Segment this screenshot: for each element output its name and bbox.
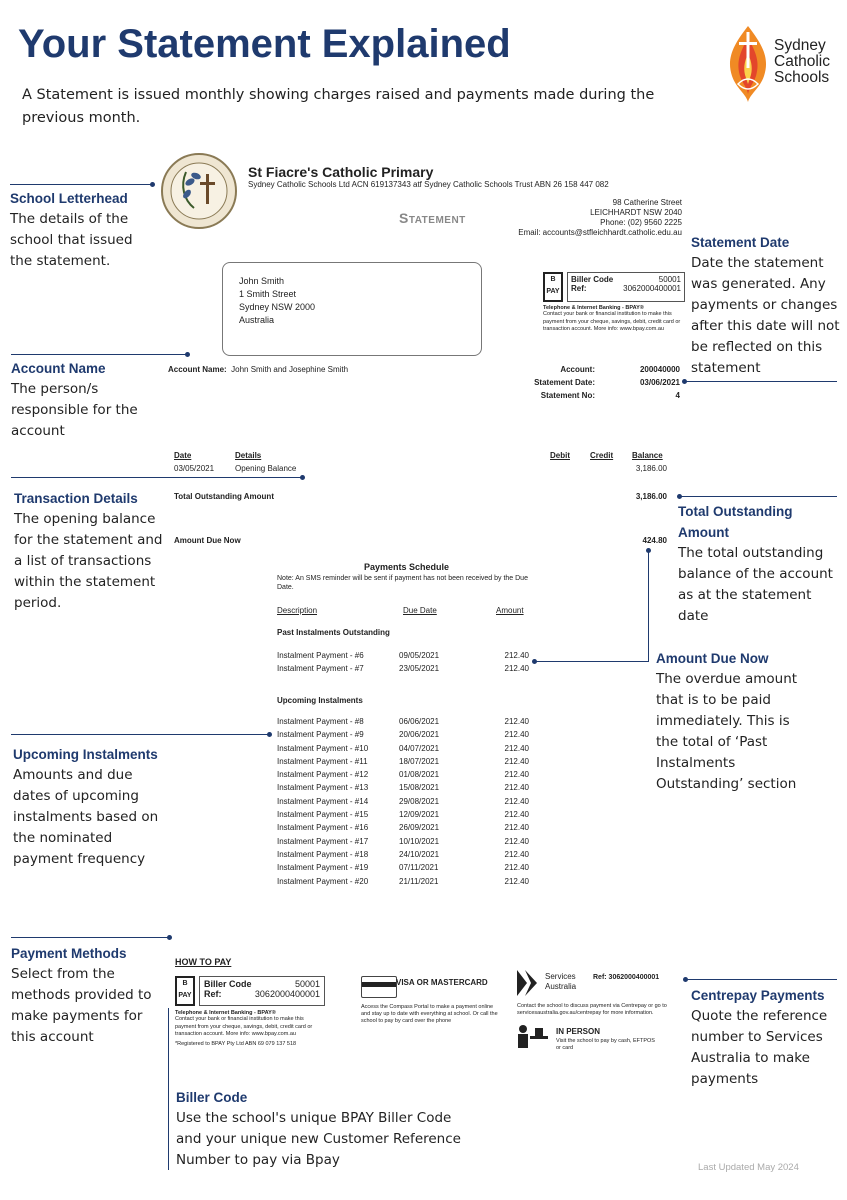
- schedule-title: Payments Schedule: [364, 562, 450, 572]
- in-person-icon: [515, 1024, 549, 1048]
- annotation-total-outstanding: Total Outstanding Amount The total outstanding balance of the account as at the statement date: [678, 504, 833, 624]
- upcoming-instalment-row: Instalment Payment - #13 15/08/2021 212.40: [277, 783, 529, 793]
- upcoming-title: Upcoming Instalments: [277, 696, 363, 705]
- recipient-address-box: John Smith 1 Smith Street Sydney NSW 2000 Australia: [222, 262, 482, 356]
- amount-due-value: 424.80: [642, 536, 667, 545]
- card-title: VISA OR MASTERCARD: [396, 978, 488, 987]
- account-name-line: Account Name: John Smith and Josephine Smith: [168, 365, 349, 374]
- upcoming-instalment-row: Instalment Payment - #15 12/09/2021 212.40: [277, 810, 529, 820]
- col-debit: Debit: [550, 451, 570, 460]
- bpay-logo: B PAY: [543, 272, 563, 302]
- in-person-info: Visit the school to pay by cash, EFTPOS or card: [556, 1038, 655, 1051]
- bpay-box-bottom: B PAY Biller Code 50001 Ref: 3062000400001 Telephone & Internet Banking - BPAY® Contact your bank or financial institution to make this payment from your cheque, savings, debit, credit card or transaction account. More info: www.bpay.com.au *Registered to BPAY Pty Ltd ABN 69 079 137 518: [175, 976, 340, 1047]
- services-ref: Ref: 3062000400001: [593, 974, 660, 981]
- upcoming-instalment-row: Instalment Payment - #17 10/10/2021 212.40: [277, 836, 529, 846]
- annotation-amount-due: Amount Due Now The overdue amount that is to be paid immediately. This is the total of ‘Past Instalments Outstanding’ section: [656, 651, 798, 792]
- annotation-letterhead: School Letterhead The details of the school that issued the statement.: [10, 191, 133, 269]
- bpay-box-top: B PAY Biller Code 50001 Ref: 3062000400001 Telephone & Internet Banking - BPAY® Contact your bank or financial institution to make this payment from your cheque, savings, debit, credit card or transaction account. More info: www.bpay.com.au: [543, 272, 685, 334]
- opening-balance: 3,186.00: [635, 464, 667, 473]
- past-instalment-row: Instalment Payment - #6 09/05/2021 212.40: [277, 651, 529, 660]
- upcoming-instalment-row: Instalment Payment - #11 18/07/2021 212.40: [277, 756, 529, 766]
- upcoming-instalment-row: Instalment Payment - #19 07/11/2021 212.40: [277, 863, 529, 873]
- amount-due-dot-top: [646, 548, 651, 553]
- sched-col-desc: Description: [277, 606, 318, 615]
- annotation-account-name: Account Name The person/s responsible for the account: [11, 361, 138, 439]
- account-details: Account: 200040000 Statement Date: 03/06/2021 Statement No: 4: [534, 365, 680, 400]
- sydney-catholic-schools-logo: [724, 24, 844, 104]
- payment-methods-leader: [11, 937, 169, 938]
- annotation-centrepay: Centrepay Payments Quote the reference number to Services Australia to make payments: [691, 988, 828, 1087]
- opening-date: 03/05/2021: [174, 464, 215, 473]
- past-title: Past Instalments Outstanding: [277, 628, 390, 637]
- upcoming-instalment-row: Instalment Payment - #20 21/11/2021 212.40: [277, 876, 529, 886]
- upcoming-list: [277, 715, 529, 888]
- col-credit: Credit: [590, 451, 614, 460]
- past-list: [277, 649, 529, 676]
- amount-due-vleader: [648, 550, 649, 662]
- school-abn: Sydney Catholic Schools Ltd ACN 619137343 atf Sydney Catholic Schools Trust ABN 26 158 447 082: [248, 180, 609, 189]
- page-subtitle: A Statement is issued monthly showing charges raised and payments made during the previous month.: [22, 87, 655, 126]
- last-updated: Last Updated May 2024: [698, 1162, 799, 1173]
- school-name: St Fiacre's Catholic Primary: [248, 164, 434, 180]
- upcoming-instalment-row: Instalment Payment - #9 20/06/2021 212.40: [277, 730, 529, 740]
- upcoming-instalment-row: Instalment Payment - #18 24/10/2021 212.40: [277, 849, 529, 859]
- transaction-leader: [11, 477, 303, 478]
- schedule-note: Note: An SMS reminder will be sent if payment has not been received by the Due Date.: [277, 575, 528, 591]
- upcoming-instalment-row: Instalment Payment - #16 26/09/2021 212.40: [277, 823, 529, 833]
- services-australia-icon: [515, 968, 539, 998]
- statement-date-dot: [682, 379, 687, 384]
- payment-methods-dot: [167, 935, 172, 940]
- col-details: Details: [235, 451, 262, 460]
- page-title: Your Statement Explained: [18, 22, 511, 66]
- past-instalment-row: Instalment Payment - #7 23/05/2021 212.40: [277, 664, 529, 674]
- school-address: 98 Catherine Street LEICHHARDT NSW 2040 Phone: (02) 9560 2225 Email: accounts@stfleichhardt.catholic.edu.au: [518, 198, 682, 237]
- account-name-dot: [185, 352, 190, 357]
- letterhead-dot: [150, 182, 155, 187]
- account-name-leader: [11, 354, 187, 355]
- amount-due-label: Amount Due Now: [174, 536, 241, 545]
- letterhead-leader: [10, 184, 152, 185]
- in-person-title: IN PERSON: [556, 1027, 601, 1036]
- how-to-pay-title: HOW TO PAY: [175, 957, 232, 967]
- statement-heading: Statement: [399, 210, 466, 226]
- upcoming-instalment-row: Instalment Payment - #12 01/08/2021 212.40: [277, 770, 529, 780]
- amount-due-hleader: [535, 661, 649, 662]
- upcoming-leader: [11, 734, 269, 735]
- annotation-biller-code: Biller Code Use the school's unique BPAY Biller Code and your unique new Customer Reference Number to pay via Bpay: [176, 1090, 461, 1168]
- school-crest: [160, 152, 238, 230]
- upcoming-instalment-row: Instalment Payment - #10 04/07/2021 212.40: [277, 743, 529, 753]
- upcoming-dot: [267, 732, 272, 737]
- col-balance: Balance: [632, 451, 663, 460]
- services-name: Services Australia: [545, 972, 577, 991]
- logo-text: Sydney Catholic Schools: [774, 37, 830, 86]
- centrepay-leader: [686, 979, 837, 980]
- services-info: Contact the school to discuss payment via Centrepay or go to servicesaustralia.gov.au/centrepay for more information.: [517, 1003, 667, 1016]
- total-outstanding-value: 3,186.00: [635, 492, 667, 501]
- col-date: Date: [174, 451, 192, 460]
- card-info: Access the Compass Portal to make a payment online and stay up to date with everything at school. Or call the school to pay by card over the phone: [361, 1004, 498, 1024]
- annotation-statement-date: Statement Date Date the statement was generated. Any payments or changes after this date will not be reflected on this statement: [691, 235, 840, 376]
- total-outstanding-leader: [680, 496, 837, 497]
- centrepay-dot: [683, 977, 688, 982]
- credit-card-icon: [361, 976, 397, 998]
- biller-code-leader: [168, 1008, 169, 1170]
- upcoming-instalment-row: Instalment Payment - #8 06/06/2021 212.40: [277, 717, 529, 726]
- upcoming-instalment-row: Instalment Payment - #14 29/08/2021 212.40: [277, 796, 529, 806]
- total-outstanding-label: Total Outstanding Amount: [174, 492, 274, 501]
- annotation-upcoming: Upcoming Instalments Amounts and due dates of upcoming instalments based on the nominated payment frequency: [13, 747, 159, 867]
- bpay-logo-bottom: B PAY: [175, 976, 195, 1006]
- sched-col-due: Due Date: [403, 606, 437, 615]
- opening-details: Opening Balance: [235, 464, 297, 473]
- total-outstanding-dot: [677, 494, 682, 499]
- annotation-transaction-details: Transaction Details The opening balance for the statement and a list of transactions within the statement period.: [14, 491, 163, 611]
- amount-due-dot-left: [532, 659, 537, 664]
- annotation-payment-methods: Payment Methods Select from the methods provided to make payments for this account: [11, 946, 152, 1045]
- flame-cross-icon: [724, 24, 772, 104]
- statement-date-leader: [686, 381, 837, 382]
- sched-col-amount: Amount: [496, 606, 524, 615]
- transaction-dot: [300, 475, 305, 480]
